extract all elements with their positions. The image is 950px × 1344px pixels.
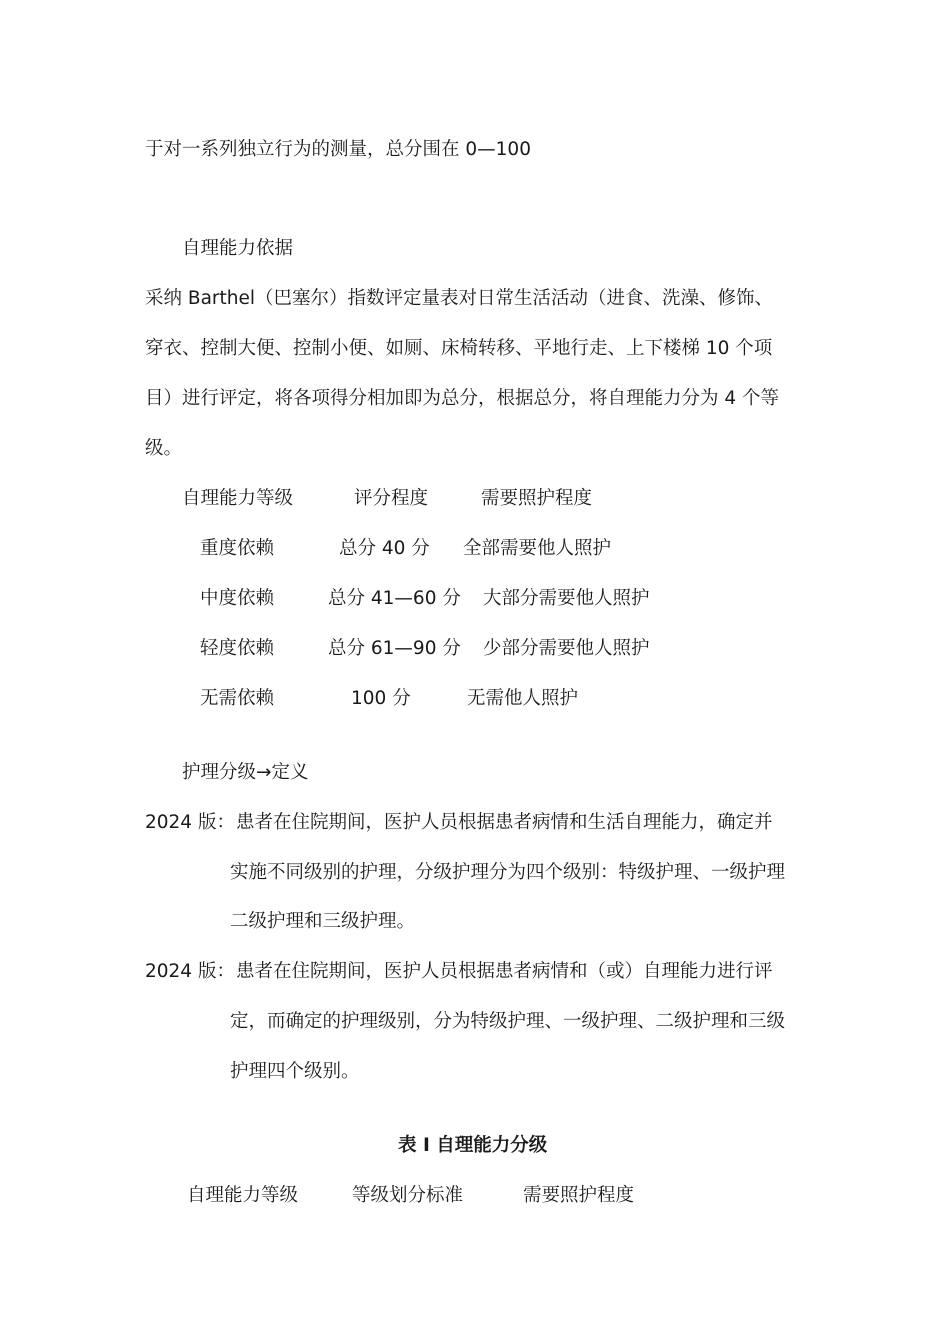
definition-label: 2024 版： (145, 961, 235, 982)
table-header-score: 评分程度 (354, 488, 429, 509)
table-cell-level: 无需依赖 (200, 688, 275, 709)
paragraph-line: 采纳 Barthel（巴塞尔）指数评定量表对日常生活活动（进食、洗澡、修饰、 (145, 288, 774, 309)
table-cell-level: 中度依赖 (200, 588, 275, 609)
table-header-level: 自理能力等级 (182, 488, 294, 509)
table-header-care: 需要照护程度 (481, 488, 593, 509)
definition-line: 患者在住院期间，医护人员根据患者病情和（或）自理能力进行评 (236, 961, 773, 982)
table-title: 表 I 自理能力分级 (398, 1135, 548, 1156)
table-cell-level: 轻度依赖 (200, 638, 275, 659)
intro-tail-text: 于对一系列独立行为的测量，总分围在 0—100 (145, 139, 531, 160)
table-header-criteria: 等级划分标准 (352, 1185, 464, 1206)
paragraph-line: 级。 (145, 438, 183, 459)
table-cell-score: 总分 40 分 (339, 538, 430, 559)
section-heading-self-care-basis: 自理能力依据 (182, 238, 294, 259)
table-cell-level: 重度依赖 (200, 538, 275, 559)
table-cell-score: 总分 61—90 分 (328, 638, 461, 659)
definition-line: 二级护理和三级护理。 (230, 911, 416, 932)
definition-label: 2024 版： (145, 812, 235, 833)
table-cell-care: 少部分需要他人照护 (483, 638, 650, 659)
definition-line: 患者在住院期间，医护人员根据患者病情和生活自理能力，确定并 (236, 812, 773, 833)
table-cell-score: 100 分 (351, 688, 411, 709)
table-header-care: 需要照护程度 (523, 1185, 635, 1206)
table-cell-care: 无需他人照护 (467, 688, 579, 709)
table-cell-score: 总分 41—60 分 (328, 588, 461, 609)
table-cell-care: 全部需要他人照护 (463, 538, 612, 559)
table-cell-care: 大部分需要他人照护 (483, 588, 650, 609)
definition-line: 实施不同级别的护理，分级护理分为四个级别：特级护理、一级护理 (230, 862, 786, 883)
section-heading-nursing-grade: 护理分级→定义 (182, 762, 309, 783)
paragraph-line: 穿衣、控制大便、控制小便、如厕、床椅转移、平地行走、上下楼梯 10 个项 (145, 338, 773, 359)
table-header-level: 自理能力等级 (187, 1185, 299, 1206)
definition-line: 护理四个级别。 (230, 1061, 360, 1082)
definition-line: 定，而确定的护理级别，分为特级护理、一级护理、二级护理和三级 (230, 1011, 786, 1032)
paragraph-line: 目）进行评定，将各项得分相加即为总分，根据总分，将自理能力分为 4 个等 (145, 388, 780, 409)
